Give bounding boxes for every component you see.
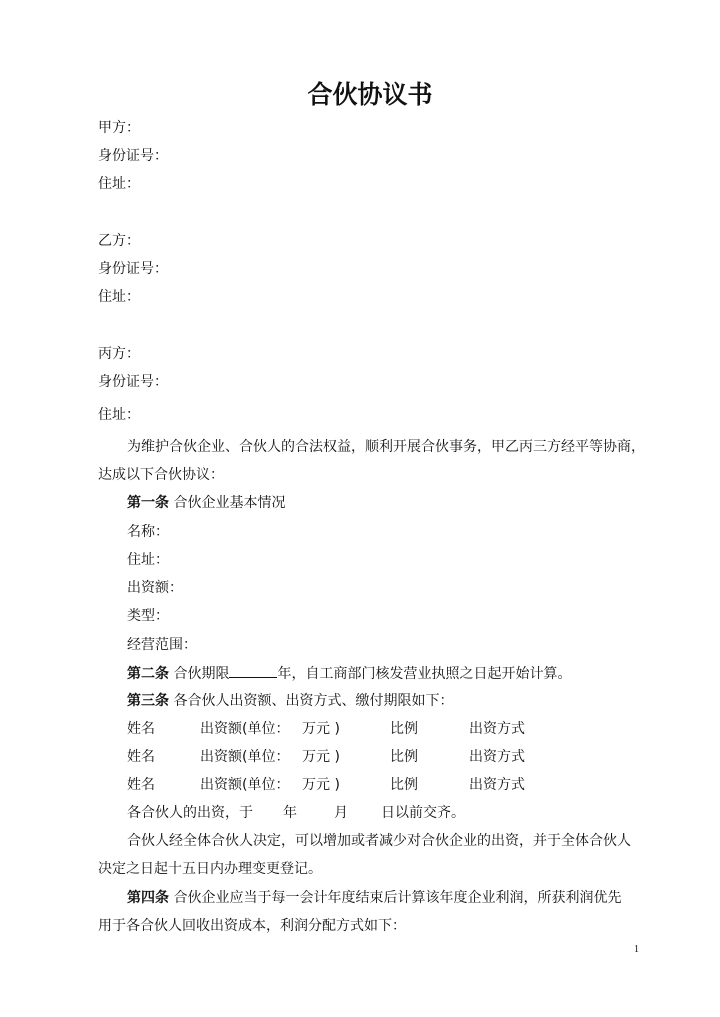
row-amount: 出资额(单位： (200, 749, 290, 765)
article-3-title: 各合伙人出资额、出资方式、缴付期限如下： (169, 693, 454, 709)
article-3-heading (127, 691, 453, 711)
article-1-name: 名称： (127, 524, 169, 540)
article-4-number: 第四条 (127, 890, 169, 906)
row-ratio: 比例 (390, 777, 418, 793)
row-ratio: 比例 (390, 749, 418, 765)
contribution-row (0, 719, 720, 739)
article-1-heading (127, 493, 285, 513)
row-method: 出资方式 (469, 777, 525, 793)
deadline-text: 各合伙人的出资，于 (127, 805, 253, 821)
article-4-line-2: 用于各合伙人回收出资成本，利润分配方式如下： (98, 918, 406, 934)
deadline-month: 月 (334, 805, 348, 821)
row-method: 出资方式 (469, 721, 525, 737)
party-c-id: 身份证号： (98, 374, 168, 390)
contribution-row (0, 747, 720, 767)
party-b-id: 身份证号： (98, 261, 168, 277)
article-1-address: 住址： (127, 552, 169, 568)
article-2 (127, 663, 571, 683)
row-name: 姓名 (127, 721, 155, 737)
row-unit: 万元 ) (302, 721, 340, 737)
party-b-label: 乙方： (98, 233, 140, 249)
row-name: 姓名 (127, 749, 155, 765)
contribution-deadline (0, 803, 720, 823)
article-1-capital: 出资额： (127, 580, 183, 596)
deadline-year: 年 (283, 805, 297, 821)
article-1-number: 第一条 (127, 495, 169, 511)
term-blank (229, 663, 277, 678)
document-title: 合伙协议书 (307, 80, 433, 109)
party-a-address: 住址： (98, 176, 140, 192)
article-3-number: 第三条 (127, 693, 169, 709)
change-line-2: 决定之日起十五日内办理变更登记。 (98, 861, 322, 877)
intro-line-1: 为维护合伙企业、合伙人的合法权益，顺利开展合伙事务，甲乙丙三方经平等协商， (127, 439, 645, 455)
article-2-text-b: 年，自工商部门核发营业执照之日起开始计算。 (277, 666, 572, 682)
row-name: 姓名 (127, 777, 155, 793)
page-number: 1 (634, 944, 639, 955)
change-line-1: 合伙人经全体合伙人决定，可以增加或者减少对合伙企业的出资，并于全体合伙人 (127, 833, 631, 849)
row-method: 出资方式 (469, 749, 525, 765)
contribution-row (0, 775, 720, 795)
row-ratio: 比例 (390, 721, 418, 737)
article-1-title: 合伙企业基本情况 (169, 495, 286, 511)
article-2-number: 第二条 (127, 666, 169, 682)
row-amount: 出资额(单位： (200, 777, 290, 793)
row-unit: 万元 ) (302, 749, 340, 765)
article-2-text-a: 合伙期限 (169, 666, 230, 682)
article-4-text: 合伙企业应当于每一会计年度结束后计算该年度企业利润，所获利润优先 (169, 890, 622, 906)
party-c-address: 住址： (98, 407, 140, 423)
intro-line-2: 达成以下合伙协议： (98, 467, 224, 483)
deadline-day: 日以前交齐。 (381, 805, 465, 821)
article-1-scope: 经营范围： (127, 637, 197, 653)
row-unit: 万元 ) (302, 777, 340, 793)
article-1-type: 类型： (127, 608, 169, 624)
party-c-label: 丙方： (98, 346, 140, 362)
party-b-address: 住址： (98, 289, 140, 305)
party-a-id: 身份证号： (98, 148, 168, 164)
row-amount: 出资额(单位： (200, 721, 290, 737)
party-a-label: 甲方： (98, 120, 140, 136)
article-4-line-1 (127, 888, 621, 908)
